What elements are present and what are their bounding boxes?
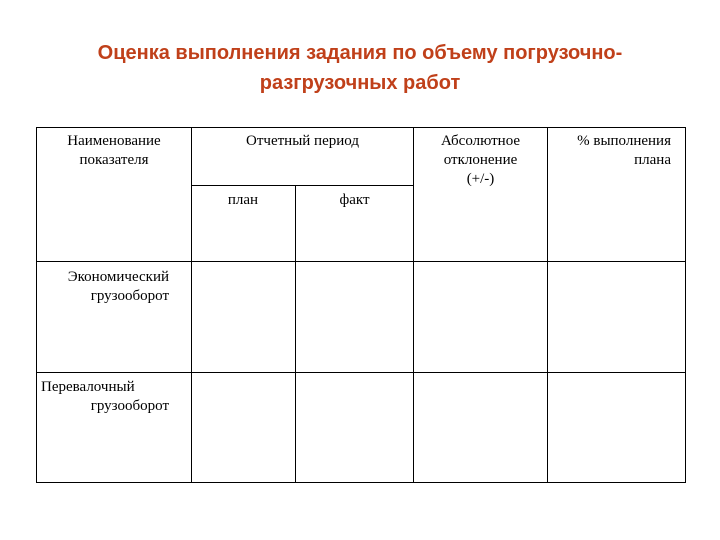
title-line-2: разгрузочных работ	[259, 72, 461, 94]
row-name-economic: Экономический грузооборот	[67, 269, 169, 304]
report-table	[36, 127, 686, 483]
header-deviation: Абсолютное отклонение (+/-)	[440, 133, 521, 187]
header-plan: план	[227, 192, 259, 208]
col-divider-4	[547, 128, 548, 482]
row-divider	[37, 372, 685, 373]
header-fact: факт	[339, 192, 370, 208]
col-divider-1	[191, 128, 192, 482]
header-indicator: Наименование показателя	[67, 133, 161, 168]
header-period: Отчетный период	[246, 133, 359, 149]
row-name-transshipment: Перевалочный грузооборот	[41, 379, 169, 414]
col-divider-2	[295, 185, 296, 482]
header-percent: % выполнения плана	[577, 133, 671, 168]
page-title	[0, 38, 720, 98]
title-line-1: Оценка выполнения задания по объему погрузочно-	[97, 42, 623, 64]
period-subheader-divider	[191, 185, 414, 186]
header-divider	[37, 261, 685, 262]
